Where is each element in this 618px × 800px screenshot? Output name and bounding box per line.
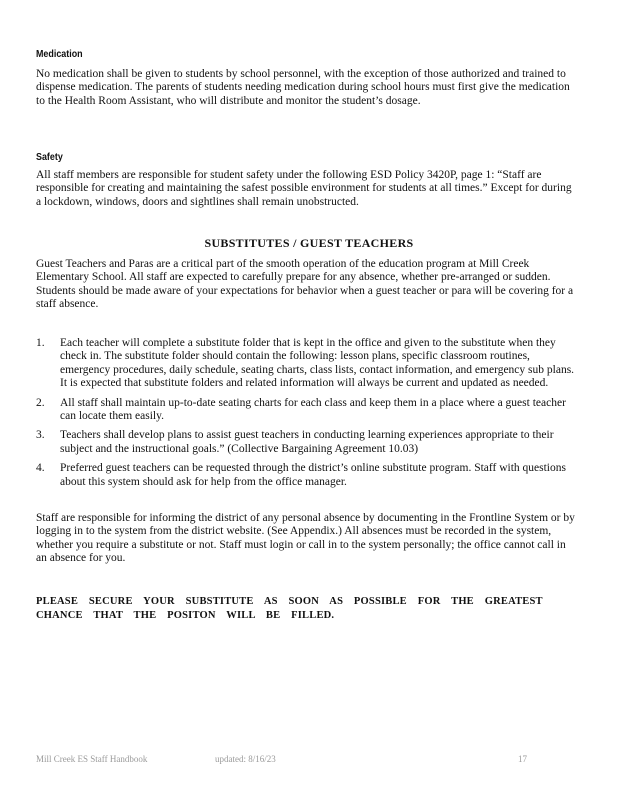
substitutes-title: SUBSTITUTES / GUEST TEACHERS xyxy=(204,236,414,250)
list-item-text: Preferred guest teachers can be requested through the district’s online substitute program. Staff with questions about this system should ask for help from the office manager. xyxy=(60,462,566,488)
safety-heading: Safety xyxy=(36,151,63,163)
list-item xyxy=(36,462,581,489)
footer-updated-date: updated: 8/16/23 xyxy=(215,754,276,764)
list-item xyxy=(36,397,581,424)
substitutes-intro: Guest Teachers and Paras are a critical part of the smooth operation of the education program at Mill Creek Elementary School. All staff are expected to carefully prepare for any absence, whether pre-arranged or sudden. Students should be made aware of your expectations for behavior when a guest teacher or para will be covering for a staff absence. xyxy=(36,258,574,311)
substitutes-list xyxy=(36,337,581,489)
list-item-number: 4. xyxy=(36,462,45,475)
list-item-text: Teachers shall develop plans to assist guest teachers in conducting learning experiences appropriate to their subject and the instructional goals.” (Collective Bargaining Agreement 10.03) xyxy=(60,429,554,455)
substitute-notice: PLEASE SECURE YOUR SUBSTITUTE AS SOON AS POSSIBLE FOR THE GREATEST CHANCE THAT THE POSITON WILL BE FILLED. xyxy=(36,596,543,621)
absence-paragraph: Staff are responsible for informing the district of any personal absence by documenting in the Frontline System or by logging in to the system from the district website. (See Appendix.) All absences must be recorded in the system, whether you require a substitute or not. Staff must login or call in to the system personally; the office cannot call in an absence for you. xyxy=(36,512,575,565)
list-item-number: 1. xyxy=(36,337,45,349)
list-item xyxy=(36,429,581,456)
footer-handbook-title: Mill Creek ES Staff Handbook xyxy=(36,754,148,764)
safety-paragraph: All staff members are responsible for student safety under the following ESD Policy 3420P, page 1: “Staff are responsible for creating and maintaining the safest possible environment for students at all times.” Except for during a lockdown, windows, doors and sightlines shall remain unobstructed. xyxy=(36,169,572,208)
list-item xyxy=(36,337,581,391)
medication-heading: Medication xyxy=(36,48,83,60)
list-item-number: 2. xyxy=(36,396,45,409)
medication-paragraph: No medication shall be given to students by school personnel, with the exception of those authorized and trained to dispense medication. The parents of students needing medication during school hours must first give the medication to the Health Room Assistant, who will distribute and monitor the student’s dosage. xyxy=(36,68,570,107)
list-item-text: Each teacher will complete a substitute folder that is kept in the office and given to the substitute when they check in. The substitute folder should contain the following: lesson plans, specific classroom routines, emergency procedures, daily schedule, seating charts, class lists, contact information, and emergency sub plans. It is expected that substitute folders and related information will always be current and updated as needed. xyxy=(60,337,575,390)
footer-page-number: 17 xyxy=(518,754,527,764)
list-item-text: All staff shall maintain up-to-date seating charts for each class and keep them in a place where a guest teacher can locate them easily. xyxy=(60,396,566,423)
list-item-number: 3. xyxy=(36,429,45,442)
